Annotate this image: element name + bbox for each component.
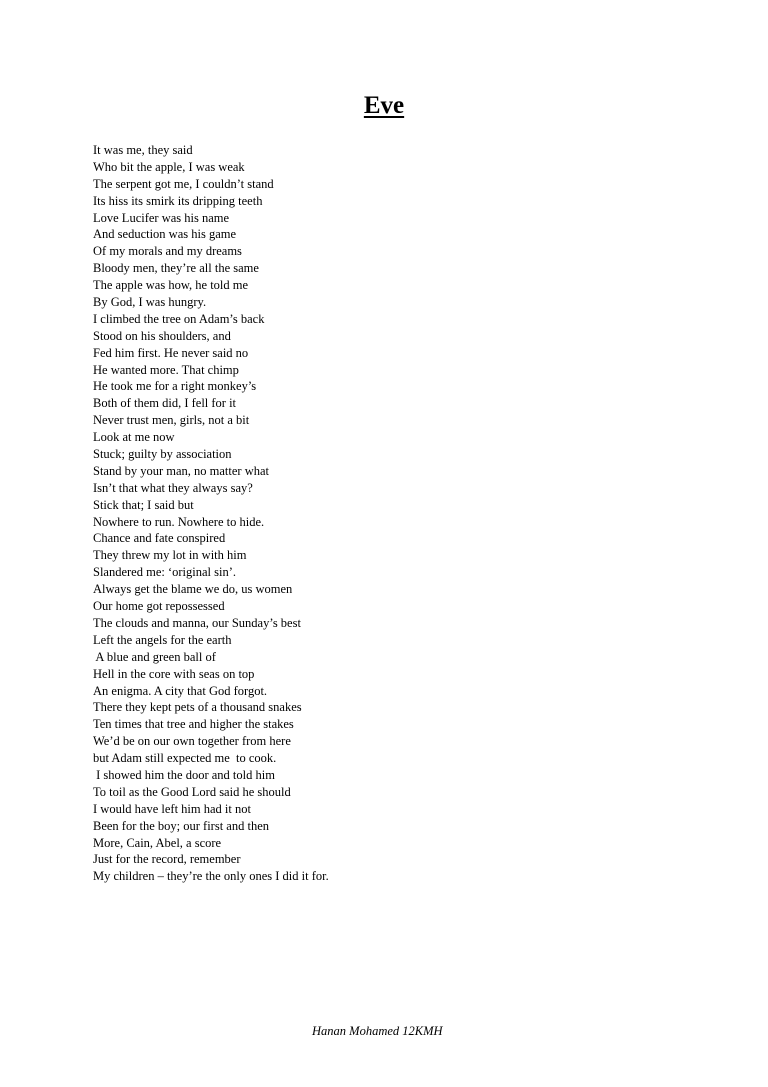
poem-line: Slandered me: ‘original sin’. xyxy=(93,565,237,580)
poem-line: An enigma. A city that God forgot. xyxy=(93,683,268,698)
poem-line: Stand by your man, no matter what xyxy=(93,463,270,478)
poem-line: And seduction was his game xyxy=(93,227,237,242)
poem-line: Bloody men, they’re all the same xyxy=(93,261,259,276)
poem-line: A blue and green ball of xyxy=(93,649,216,664)
poem-line: Both of them did, I fell for it xyxy=(93,396,237,411)
poem-line: I showed him the door and told him xyxy=(93,767,275,782)
poem-line: There they kept pets of a thousand snakes xyxy=(93,700,302,715)
title-text: Eve xyxy=(363,92,405,119)
poem-line: By God, I was hungry. xyxy=(93,295,207,310)
poem-line: Nowhere to run. Nowhere to hide. xyxy=(93,514,265,529)
poem-line: Always get the blame we do, us women xyxy=(93,582,293,597)
page-title xyxy=(0,92,768,120)
poem-line: The serpent got me, I couldn’t stand xyxy=(93,176,274,191)
poem-line: Stuck; guilty by association xyxy=(93,447,232,462)
poem-line: Chance and fate conspired xyxy=(93,531,226,546)
poem-body xyxy=(93,142,693,885)
poem-line: The clouds and manna, our Sunday’s best xyxy=(93,615,301,630)
poem-line: Never trust men, girls, not a bit xyxy=(93,413,250,428)
poem-line: Look at me now xyxy=(93,430,175,445)
poem-line: The apple was how, he told me xyxy=(93,278,249,293)
poem-line: Stood on his shoulders, and xyxy=(93,328,231,343)
poem-line: He wanted more. That chimp xyxy=(93,362,239,377)
poem-line: but Adam still expected me to cook. xyxy=(93,751,277,766)
poem-line: Who bit the apple, I was weak xyxy=(93,159,245,174)
poem-line: Our home got repossessed xyxy=(93,599,225,614)
poem-line: Love Lucifer was his name xyxy=(93,210,230,225)
poem-line: It was me, they said xyxy=(93,143,193,157)
poem-line: We’d be on our own together from here xyxy=(93,734,291,749)
poem-line: Stick that; I said but xyxy=(93,497,194,512)
poem-line: More, Cain, Abel, a score xyxy=(93,835,222,850)
poem-line: Been for the boy; our first and then xyxy=(93,818,269,833)
poem-line: Isn’t that what they always say? xyxy=(93,480,253,495)
poem-line: I would have left him had it not xyxy=(93,801,251,816)
poem-line: My children – they’re the only ones I did it for. xyxy=(93,869,329,884)
poem-line: He took me for a right monkey’s xyxy=(93,379,257,394)
poem-line: Ten times that tree and higher the stakes xyxy=(93,717,294,732)
poem-line: Hell in the core with seas on top xyxy=(93,666,255,681)
poem-line: Just for the record, remember xyxy=(93,852,241,867)
poem-line: Its hiss its smirk its dripping teeth xyxy=(93,193,263,208)
poem-line: Fed him first. He never said no xyxy=(93,345,249,360)
poem-line: They threw my lot in with him xyxy=(93,548,247,563)
poem-line: Of my morals and my dreams xyxy=(93,244,242,259)
poem-line: To toil as the Good Lord said he should xyxy=(93,784,291,799)
author-footer: Hanan Mohamed 12KMH xyxy=(312,1024,443,1038)
poem-line: Left the angels for the earth xyxy=(93,632,232,647)
poem-line: I climbed the tree on Adam’s back xyxy=(93,311,265,326)
